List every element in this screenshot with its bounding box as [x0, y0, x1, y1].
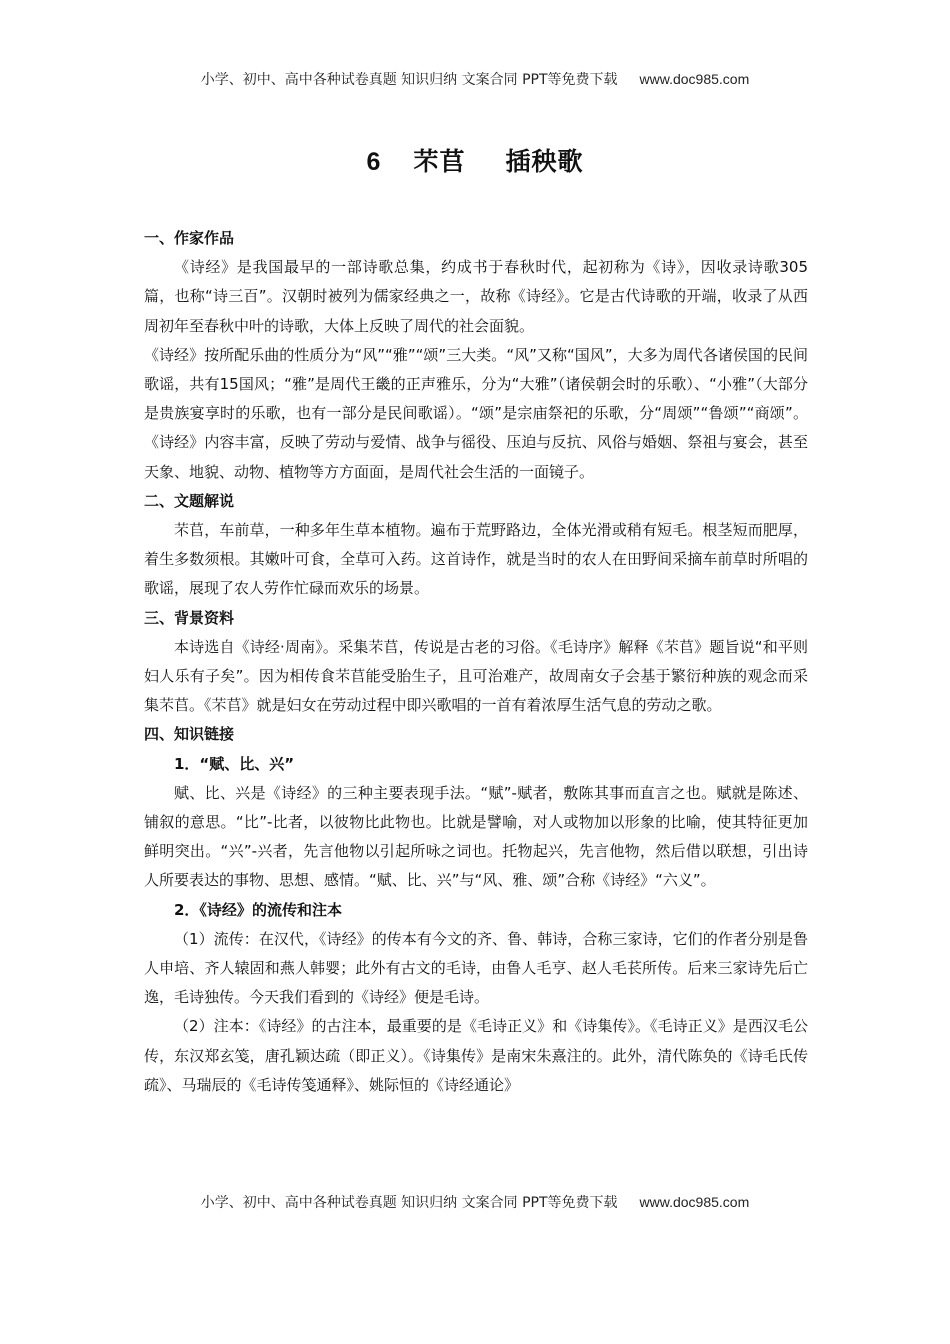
section-heading-1: 一、作家作品: [144, 229, 235, 247]
footer-url[interactable]: www.doc985.com: [639, 1194, 750, 1210]
footer-text: 小学、初中、高中各种试卷真题 知识归纳 文案合同 PPT等免费下载: [200, 1195, 618, 1211]
paragraph: 《诗经》是我国最早的一部诗歌总集，约成书于春秋时代，起初称为《诗》，因收录诗歌305篇，也称“诗三百”。汉朝时被列为儒家经典之一，故称《诗经》。它是古代诗歌的开端，收录了从西周初年至春秋中叶的诗歌，大体上反映了周代的社会面貌。: [144, 258, 808, 335]
paragraph: （2）注本：《诗经》的古注本，最重要的是《毛诗正义》和《诗集传》。《毛诗正义》是西汉毛公传，东汉郑玄笺，唐孔颖达疏（即正义）。《诗集传》是南宋朱熹注的。此外，清代陈奂的《诗毛氏传疏》、马瑞辰的《毛诗传笺通释》、姚际恒的《诗经通论》: [144, 1017, 808, 1094]
title-part-1: 芣苢: [413, 147, 466, 176]
section-heading-2: 二、文题解说: [144, 491, 235, 510]
document-body: [144, 224, 808, 1100]
paragraph: 赋、比、兴是《诗经》的三种主要表现手法。“赋”-赋者，敷陈其事而直言之也。赋就是陈述、铺叙的意思。“比”-比者，以彼物比此物也。比就是譬喻，对人或物加以形象的比喻，使其特征更加鲜明突出。“兴”-兴者，先言他物以引起所咏之词也。托物起兴，先言他物，然后借以联想，引出诗人所要表达的事物、思想、感情。“赋、比、兴”与“风、雅、颂”合称《诗经》“六义”。: [144, 783, 808, 890]
page-footer: [0, 1192, 950, 1212]
paragraph: 本诗选自《诗经·周南》。采集芣苢，传说是古老的习俗。《毛诗序》解释《芣苢》题旨说“和平则妇人乐有子矣”。因为相传食芣苢能受胎生子，且可治难产，故周南女子会基于繁衍种族的观念而采集芣苢。《芣苢》就是妇女在劳动过程中即兴歌唱的一首有着浓厚生活气息的劳动之歌。: [144, 637, 808, 715]
lesson-number: 6: [366, 148, 382, 176]
paragraph: 芣苢，车前草，一种多年生草本植物。遍布于荒野路边，全体光滑或稍有短毛。根茎短而肥厚，着生多数须根。其嫩叶可食，全草可入药。这首诗作，就是当时的农人在田野间采摘车前草时所唱的歌谣，展现了农人劳作忙碌而欢乐的场景。: [144, 521, 808, 598]
subheading-1: 1．“赋、比、兴”: [174, 754, 295, 773]
header-text: 小学、初中、高中各种试卷真题 知识归纳 文案合同 PPT等免费下载: [200, 72, 618, 88]
subheading-2: 2．《诗经》的流传和注本: [174, 900, 342, 919]
header-url[interactable]: www.doc985.com: [639, 71, 750, 87]
section-heading-3: 三、背景资料: [144, 608, 235, 627]
title-part-2: 插秧歌: [505, 147, 584, 176]
page-header: [0, 69, 950, 89]
paragraph: 《诗经》按所配乐曲的性质分为“风”“雅”“颂”三大类。“风”又称“国风”，大多为周代各诸侯国的民间歌谣，共有15国风；“雅”是周代王畿的正声雅乐，分为“大雅”（诸侯朝会时的乐歌）、“小雅”（大部分是贵族宴享时的乐歌，也有一部分是民间歌谣）。“颂”是宗庙祭祀的乐歌，分“周颂”“鲁颂”“商颂”。《诗经》内容丰富，反映了劳动与爱情、战争与徭役、压迫与反抗、风俗与婚姻、祭祖与宴会，甚至天象、地貌、动物、植物等方方面面，是周代社会生活的一面镜子。: [144, 345, 808, 481]
paragraph: （1）流传：在汉代，《诗经》的传本有今文的齐、鲁、韩诗，合称三家诗，它们的作者分别是鲁人申培、齐人辕固和燕人韩婴；此外有古文的毛诗，由鲁人毛亨、赵人毛苌所传。后来三家诗先后亡逸，毛诗独传。今天我们看到的《诗经》便是毛诗。: [144, 929, 808, 1007]
page-title: [0, 142, 950, 178]
section-heading-4: 四、知识链接: [144, 725, 235, 744]
